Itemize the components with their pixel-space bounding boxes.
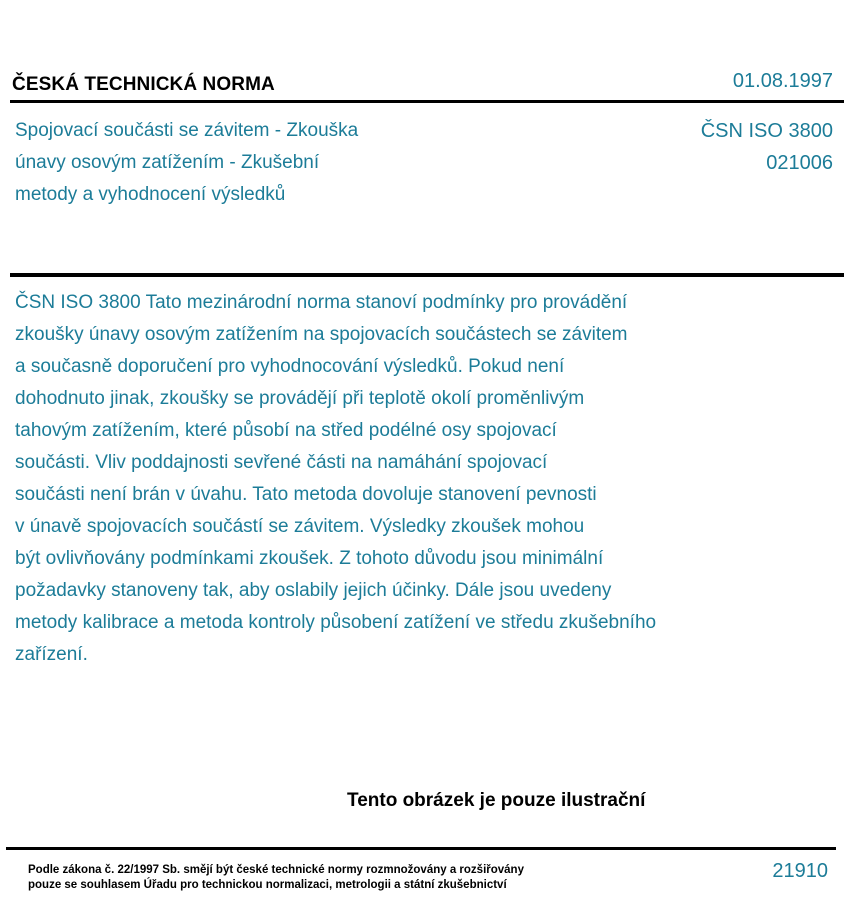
abstract-line: součásti. Vliv poddajnosti sevřené části na namáhání spojovací — [15, 452, 548, 473]
subject-line: Spojovací součásti se závitem - Zkouška — [15, 120, 359, 141]
legal-notice-line: Podle zákona č. 22/1997 Sb. smějí být české technické normy rozmnožovány a rozšiřovány — [28, 864, 524, 876]
abstract-line: zkoušky únavy osovým zatížením na spojovacích součástech se závitem — [15, 324, 628, 345]
abstract-line: součásti není brán v úvahu. Tato metoda dovoluje stanovení pevnosti — [15, 484, 597, 505]
abstract-line: zařízení. — [15, 644, 88, 665]
abstract-line: tahovým zatížením, které působí na střed podélné osy spojovací — [15, 420, 557, 441]
standard-identifiers — [701, 115, 833, 179]
document-type-title: ČESKÁ TECHNICKÁ NORMA — [12, 74, 275, 95]
legal-notice — [28, 863, 524, 893]
section-divider — [10, 273, 844, 277]
legal-notice-line: pouze se souhlasem Úřadu pro technickou normalizaci, metrologii a státní zkušebnictví — [28, 879, 507, 891]
abstract-line: a současně doporučení pro vyhodnocování výsledků. Pokud není — [15, 356, 565, 377]
abstract-line: být ovlivňovány podmínkami zkoušek. Z tohoto důvodu jsou minimální — [15, 548, 604, 569]
standard-subject — [15, 115, 435, 211]
abstract-line: metody kalibrace a metoda kontroly působení zatížení ve středu zkušebního — [15, 612, 657, 633]
subject-line: metody a vyhodnocení výsledků — [15, 184, 286, 205]
abstract-text — [15, 287, 775, 671]
abstract-line: požadavky stanoveny tak, aby oslabily jejich účinky. Dále jsou uvedeny — [15, 580, 612, 601]
publication-date: 01.08.1997 — [732, 70, 833, 92]
standard-designation: ČSN ISO 3800 — [700, 120, 833, 142]
catalog-number: 21910 — [772, 860, 828, 882]
illustration-disclaimer: Tento obrázek je pouze ilustrační — [347, 790, 646, 811]
abstract-line: dohodnuto jinak, zkoušky se provádějí při teplotě okolí proměnlivým — [15, 388, 585, 409]
abstract-line: ČSN ISO 3800 Tato mezinárodní norma stanoví podmínky pro provádění — [15, 292, 628, 313]
abstract-line: v únavě spojovacích součástí se závitem. Výsledky zkoušek mohou — [15, 516, 585, 537]
subject-line: únavy osovým zatížením - Zkušební — [15, 152, 320, 173]
header-divider — [10, 100, 844, 103]
standard-class-code: 021006 — [766, 152, 833, 174]
footer-divider — [6, 847, 836, 850]
